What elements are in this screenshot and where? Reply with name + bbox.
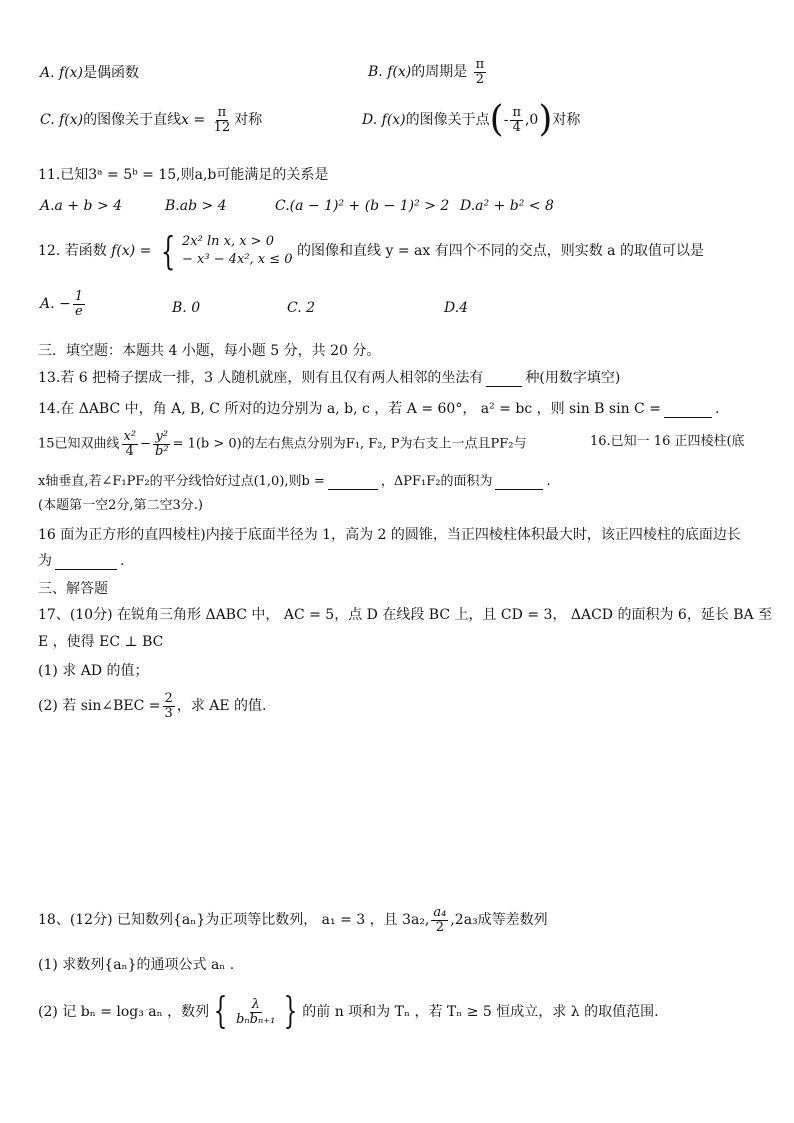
q15-answer-blank-1[interactable] [328, 474, 378, 490]
fraction-denominator: 3 [164, 705, 173, 721]
fraction-numerator: y² [155, 429, 169, 444]
q15-answer-blank-2[interactable] [495, 474, 543, 490]
fraction-numerator: π [217, 105, 227, 120]
q16-answer-blank[interactable] [55, 553, 117, 570]
q12-stem [38, 229, 704, 273]
fraction-denominator: 2 [475, 71, 485, 87]
q12-option-d: D.4 [444, 300, 469, 316]
q16-part-1: 16.已知一 16 正四棱柱(底 [590, 434, 745, 449]
q12-piecewise [156, 229, 293, 273]
q10-option-c [40, 106, 262, 134]
fraction-numerator: π [512, 104, 521, 120]
fraction-numerator: 1 [74, 289, 84, 304]
q18-post: ,2a₃成等差数列 [450, 912, 548, 929]
q17-line-2: E ，使得 EC ⊥ BC [38, 634, 164, 650]
q11-option-d: D.a² + b² < 8 [460, 198, 554, 214]
q13 [38, 367, 620, 387]
fraction-numerator: a₄ [433, 905, 447, 920]
fraction-numerator: 2 [164, 691, 173, 706]
q10-option-d-text2: 对称 [552, 112, 581, 128]
fraction-numerator: x² [123, 429, 137, 444]
q10-option-d-func: f(x) [381, 112, 406, 128]
q14-pre: 14.在 ΔABC 中，角 A, B, C 所对的边分别为 a, b, c ，若 A = 60°， a² = bc ，则 sin B sin C = [38, 401, 661, 417]
q11-option-a: A.a + b > 4 [40, 198, 123, 214]
q14-answer-blank[interactable] [664, 401, 712, 418]
left-paren: ( [489, 99, 504, 140]
q11-stem: 11.已知3ᵃ = 5ᵇ = 15,则a,b可能满足的关系是 [38, 167, 329, 183]
q18-pre: 18、(12分) 已知数列{aₙ}为正项等比数列， a₁ = 3 ，且 3a₂, [38, 912, 430, 929]
q10-option-b [368, 58, 488, 86]
fraction-denominator: 4 [125, 443, 134, 459]
q18-stem [38, 906, 548, 934]
q18-sub-1: (1) 求数列{aₙ}的通项公式 aₙ . [38, 957, 235, 973]
q18-sub2-post: 的前 n 项和为 Tₙ ，若 Tₙ ≥ 5 恒成立，求 λ 的取值范围. [302, 1004, 659, 1020]
piecewise-rows [182, 233, 293, 268]
q15-line-1 [38, 430, 526, 458]
q10-option-a-func: f(x) [59, 65, 84, 81]
q15-line2-mid: ，ΔPF₁F₂的面积为 [380, 474, 493, 489]
q15-note: (本题第一空2分,第二空3分.) [38, 498, 203, 513]
q10-option-d-fraction [510, 106, 523, 134]
q12-func: f(x) = [111, 243, 152, 259]
q18-sub2-fraction [234, 998, 277, 1026]
q16-part-2: 16 面为正方形的直四棱柱)内接于底面半径为 1，高为 2 的圆锥，当正四棱柱体积最大时，该正四棱柱的底面边长 [38, 527, 741, 543]
q15-pre: 15已知双曲线 [38, 436, 120, 452]
right-paren: ) [538, 99, 553, 140]
q17-fraction [163, 692, 175, 720]
q10-option-b-func: f(x) [387, 64, 412, 81]
q18-sub2-pre: (2) 记 bₙ = log₃ aₙ ，数列 [38, 1004, 210, 1020]
section-solve-title: 三、解答题 [38, 581, 108, 597]
section-fill-in-title: 三．填空题：本题共 4 小题，每小题 5 分，共 20 分。 [38, 343, 381, 359]
q10-option-c-fraction [212, 106, 233, 134]
q10-option-c-x: x = [181, 112, 206, 129]
q18-sub-2 [38, 991, 659, 1032]
q14-post: . [714, 401, 720, 417]
fraction-numerator: λ [251, 996, 260, 1012]
q17-sub-1: (1) 求 AD 的值； [38, 663, 149, 679]
q17-line-1: 17、(10分) 在锐角三角形 ΔABC 中， AC = 5，点 D 在线段 BC 上，且 CD = 3， ΔACD 的面积为 6，延长 BA 至 [38, 607, 773, 623]
q12-option-b: B. 0 [172, 300, 201, 316]
q12-option-a [40, 290, 87, 318]
right-brace: } [283, 991, 298, 1032]
q12-post: 的图像和直线 y = ax 有四个不同的交点，则实数 a 的取值可以是 [297, 243, 704, 259]
q15-fraction-y [153, 430, 171, 458]
q10-option-c-text2: 对称 [234, 112, 263, 129]
q14 [38, 398, 719, 418]
fraction-numerator: π [475, 57, 485, 72]
fraction-denominator: b² [155, 443, 169, 459]
q15-line2-post: . [546, 474, 551, 489]
left-brace: { [160, 229, 176, 273]
q10-option-d-text1: 的图像关于点 [405, 112, 490, 128]
q10-option-c-func: f(x) [59, 112, 84, 129]
q10-option-b-text: 的周期是 [411, 64, 468, 81]
q11-option-b: B.ab > 4 [165, 198, 227, 214]
fraction-denominator: 4 [512, 119, 521, 135]
q10-option-a-text: 是偶函数 [83, 65, 140, 81]
q12-option-c: C. 2 [287, 300, 316, 316]
q10-option-d-label: D. [362, 112, 378, 128]
q13-post: 种(用数字填空) [525, 370, 621, 386]
q15-mid: = 1(b > 0)的左右焦点分别为F₁, F₂, P为右支上一点且PF₂与 [172, 436, 527, 452]
q10-option-b-label: B. [368, 64, 383, 81]
q18-fraction [431, 906, 448, 934]
q10-option-d-comma: ,0 [524, 112, 539, 128]
q11-option-c: C.(a − 1)² + (b − 1)² > 2 [275, 198, 450, 214]
q10-option-c-text1: 的图像关于直线 [83, 112, 182, 129]
q12-pre: 12. 若函数 [38, 243, 107, 259]
fraction-denominator: bₙbₙ₊₁ [236, 1011, 276, 1027]
q17-sub2-post: ，求 AE 的值. [176, 698, 267, 715]
q16-part-3 [38, 550, 124, 570]
piecewise-case-2: − x³ − 4x², x ≤ 0 [182, 252, 293, 267]
q12-option-a-pre: A. − [40, 296, 71, 313]
fraction-denominator: 12 [213, 119, 231, 135]
q13-pre: 13.若 6 把椅子摆成一排，3 人随机就座，则有且仅有两人相邻的坐法有 [38, 370, 484, 386]
q10-option-b-fraction [474, 58, 487, 86]
q16-part3-pre: 为 [38, 553, 52, 569]
q17-sub-2 [38, 692, 267, 720]
left-brace: { [213, 991, 228, 1032]
fraction-denominator: 2 [435, 919, 445, 935]
q15-line-2 [38, 470, 551, 490]
q15-line2-pre: x轴垂直,若∠F₁PF₂的平分线恰好过点(1,0),则b = [38, 474, 325, 489]
q10-option-d-sign: - [503, 112, 509, 128]
piecewise-case-1: 2x² ln x, x > 0 [182, 234, 274, 250]
q13-answer-blank[interactable] [486, 370, 522, 387]
fraction-denominator: e [75, 303, 83, 319]
q10-option-d [362, 99, 581, 140]
q15-fraction-x [122, 430, 139, 458]
q12-option-a-fraction [73, 290, 85, 318]
q17-sub2-pre: (2) 若 sin∠BEC = [38, 698, 161, 715]
q10-option-a-label: A. [40, 65, 55, 81]
q10-option-a [40, 62, 139, 82]
q16-part3-post: . [120, 553, 125, 569]
q10-option-c-label: C. [40, 112, 55, 129]
q15-minus: − [140, 436, 151, 452]
